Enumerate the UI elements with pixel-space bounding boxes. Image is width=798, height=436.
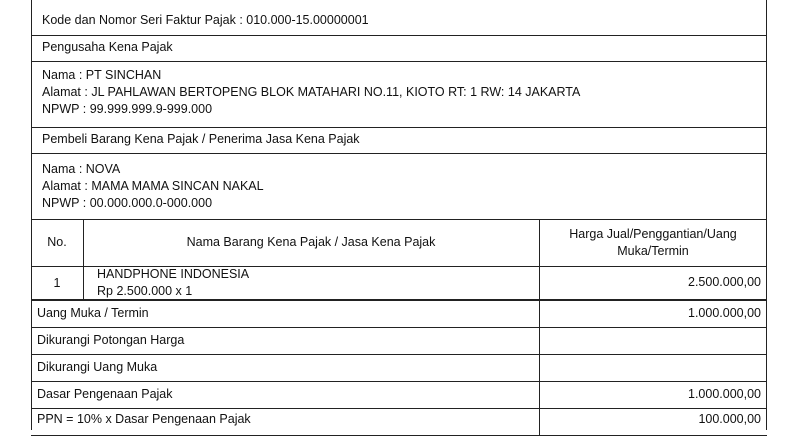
summary-label: Uang Muka / Termin <box>37 306 149 320</box>
summary-row-uang-muka <box>31 301 767 328</box>
item-nama: HANDPHONE INDONESIA <box>97 267 250 281</box>
summary-row-dpp <box>31 382 767 409</box>
table-row <box>31 267 767 301</box>
pembeli-info-row <box>31 154 767 220</box>
kode-seri-text: Kode dan Nomor Seri Faktur Pajak : 010.000-15.00000001 <box>42 13 369 27</box>
pembeli-alamat: Alamat : MAMA MAMA SINCAN NAKAL <box>42 179 264 193</box>
col-harga-header-line2: Muka/Termin <box>617 244 689 258</box>
summary-label: Dikurangi Uang Muka <box>37 360 158 374</box>
col-harga-header-line1: Harga Jual/Penggantian/Uang <box>569 227 737 241</box>
pembeli-nama: Nama : NOVA <box>42 162 121 176</box>
summary-value: 1.000.000,00 <box>688 387 761 401</box>
table-header-row <box>31 220 767 267</box>
pembeli-header: Pembeli Barang Kena Pajak / Penerima Jasa Kena Pajak <box>42 132 360 146</box>
item-harga: 2.500.000,00 <box>688 275 761 289</box>
summary-value: 100.000,00 <box>698 412 761 426</box>
summary-row-potongan <box>31 328 767 355</box>
summary-label: PPN = 10% x Dasar Pengenaan Pajak <box>37 412 251 426</box>
item-no: 1 <box>53 276 61 290</box>
pengusaha-header-row <box>31 36 767 62</box>
pengusaha-nama: Nama : PT SINCHAN <box>42 68 162 82</box>
summary-row-dikurangi-uang-muka <box>31 355 767 382</box>
pembeli-header-row <box>31 128 767 154</box>
summary-label: Dikurangi Potongan Harga <box>37 333 185 347</box>
summary-label: Dasar Pengenaan Pajak <box>37 387 173 401</box>
pengusaha-header: Pengusaha Kena Pajak <box>42 40 173 54</box>
pengusaha-alamat: Alamat : JL PAHLAWAN BERTOPENG BLOK MATAHARI NO.11, KIOTO RT: 1 RW: 14 JAKARTA <box>42 85 581 99</box>
col-divider <box>539 355 540 382</box>
pembeli-npwp: NPWP : 00.000.000.0-000.000 <box>42 196 213 210</box>
col-divider <box>83 267 84 299</box>
summary-value: 1.000.000,00 <box>688 306 761 320</box>
pengusaha-npwp: NPWP : 99.999.999.9-999.000 <box>42 102 213 116</box>
summary-row-ppn <box>31 409 767 436</box>
col-nama-header: Nama Barang Kena Pajak / Jasa Kena Pajak <box>186 235 436 249</box>
col-no-header: No. <box>47 235 67 249</box>
pengusaha-info-row <box>31 62 767 128</box>
item-detail: Rp 2.500.000 x 1 <box>97 284 193 298</box>
col-divider <box>539 328 540 355</box>
kode-seri-row <box>31 0 767 36</box>
